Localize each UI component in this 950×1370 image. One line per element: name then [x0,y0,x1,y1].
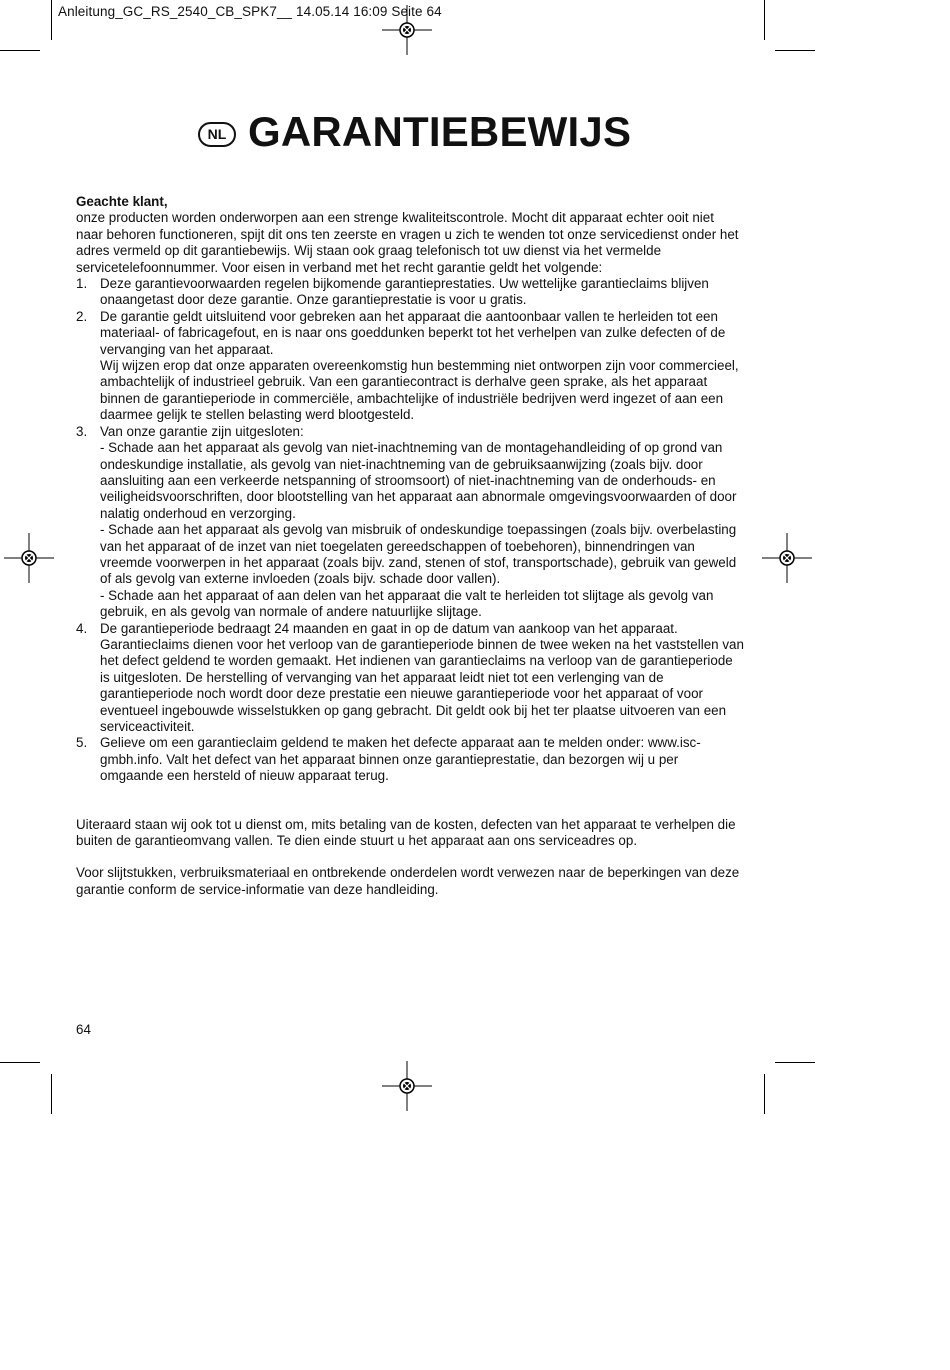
page-number: 64 [76,1022,91,1037]
list-item [76,424,744,621]
page-header [198,108,631,156]
registration-mark-icon [4,533,54,583]
crop-mark [775,1062,815,1063]
list-item-text: - Schade aan het apparaat of aan delen van het apparaat die valt te herleiden tot slijtage als gevolg van gebruik, en als gevolg van normale of andere natuurlijke slijtage. [100,587,714,620]
list-item-number: 3. [76,423,88,439]
list-item-text: - Schade aan het apparaat als gevolg van misbruik of ondeskundige toepassingen (zoals bijv. overbelasting van het apparaat of de inzet van niet toegelaten gereedschappen of toebehoren), binnendringen van vreemde voorwerpen in het apparaat (zoals bijv. zand, stenen of stof, transportschade), gebruik van geweld of als gevolg van externe invloeden (zoals bijv. schade door vallen). [100,522,737,587]
warranty-text [76,194,744,898]
list-item-text: Deze garantievoorwaarden regelen bijkomende garantieprestaties. Uw wettelijke garantieclaims blijven onaangetast door deze garantie. Onze garantieprestatie is voor u gratis. [100,276,709,308]
closing-paragraph: Voor slijtstukken, verbruiksmateriaal en ontbrekende onderdelen wordt verwezen naar de beperkingen van deze garantie conform de service-informatie van deze handleiding. [76,865,740,897]
list-item-text: De garantieperiode bedraagt 24 maanden en gaat in op de datum van aankoop van het apparaat. Garantieclaims dienen voor het verloop van de garantieperiode binnen de twee weken na het vaststellen van het defect geldend te worden gemaakt. Het indienen van garantieclaims na verloop van de garantieperiode is uitgesloten. De herstelling of vervanging van het apparaat leidt niet tot een verlenging van de garantieperiode noch wordt door deze prestatie een nieuwe garantieperiode voor het apparaat of voor eventueel ingebouwde wisselstukken op gang gebracht. Dit geldt ook bij het ter plaatse uitvoeren van een serviceactiviteit. [100,620,744,734]
language-badge: NL [198,122,236,147]
registration-mark-icon [382,1061,432,1111]
list-item-number: 1. [76,276,88,292]
crop-mark [0,1062,40,1063]
crop-mark [51,1074,52,1114]
intro-paragraph: onze producten worden onderworpen aan een strenge kwaliteitscontrole. Mocht dit apparaat echter ooit niet naar behoren functioneren, spijt dit ons ten zeerste en vragen u zich te wenden tot onze servicedienst onder het adres vermeld op dit garantiebewijs. Wij staan ook graag telefonisch tot uw dienst via het vermelde servicetelefoonnummer. Voor eisen in verband met het recht garantie geldt het volgende: [76,210,739,275]
greeting: Geachte klant, [76,194,168,209]
list-item [76,621,744,736]
list-item [76,309,744,424]
list-item-text: Van onze garantie zijn uitgesloten: [100,423,304,439]
crop-mark [0,50,40,51]
crop-mark [51,0,52,40]
list-item-number: 2. [76,308,88,324]
page-title: GARANTIEBEWIJS [248,108,632,155]
print-slug: Anleitung_GC_RS_2540_CB_SPK7__ 14.05.14 16:09 Seite 64 [58,4,442,19]
closing-paragraph: Uiteraard staan wij ook tot u dienst om, mits betaling van de kosten, defecten van het apparaat te verhelpen die buiten de garantieomvang vallen. Te dien einde stuurt u het apparaat aan ons serviceadres op. [76,816,736,849]
crop-mark [764,0,765,40]
list-item-number: 4. [76,620,88,636]
list-item-text: Wij wijzen erop dat onze apparaten overeenkomstig hun bestemming niet ontworpen zijn voor commercieel, ambachtelijk of industrieel gebruik. Van een garantiecontract is derhalve geen sprake, als het apparaat binnen de garantieperiode in commerciële, ambachtelijke of industriële bedrijven werd ingezet of aan een daarmee gelijk te stellen belasting werd blootgesteld. [100,358,739,423]
crop-mark [764,1074,765,1114]
list-item [76,735,744,784]
registration-mark-icon [382,5,432,55]
warranty-conditions-list [76,276,744,785]
list-item-text: De garantie geldt uitsluitend voor gebreken aan het apparaat die aantoonbaar vallen te herleiden tot een materiaal- of fabricagefout, en is naar ons goeddunken beperkt tot het verhelpen van zulke defecten of de vervanging van het apparaat. [100,308,726,357]
list-item [76,276,744,309]
list-item-text: Gelieve om een garantieclaim geldend te maken het defecte apparaat aan te melden onder: www.isc-gmbh.info. Valt het defect van het apparaat binnen onze garantieprestatie, dan bezorgen wij u per omgaande een hersteld of nieuw apparaat terug. [100,735,701,784]
registration-mark-icon [762,533,812,583]
crop-mark [775,50,815,51]
list-item-text: - Schade aan het apparaat als gevolg van niet-inachtneming van de montagehandleiding of op grond van ondeskundige installatie, als gevolg van niet-inachtneming van de gebruiksaanwijzing (zoals bijv. door aansluiting aan een verkeerde netspanning of stroomsoort) of niet-inachtneming van de onderhouds- en veiligheidsvoorschriften, door blootstelling van het apparaat aan abnormale omgevingsvoorwaarden of door nalatig onderhoud en verzorging. [100,440,737,521]
list-item-number: 5. [76,735,88,751]
